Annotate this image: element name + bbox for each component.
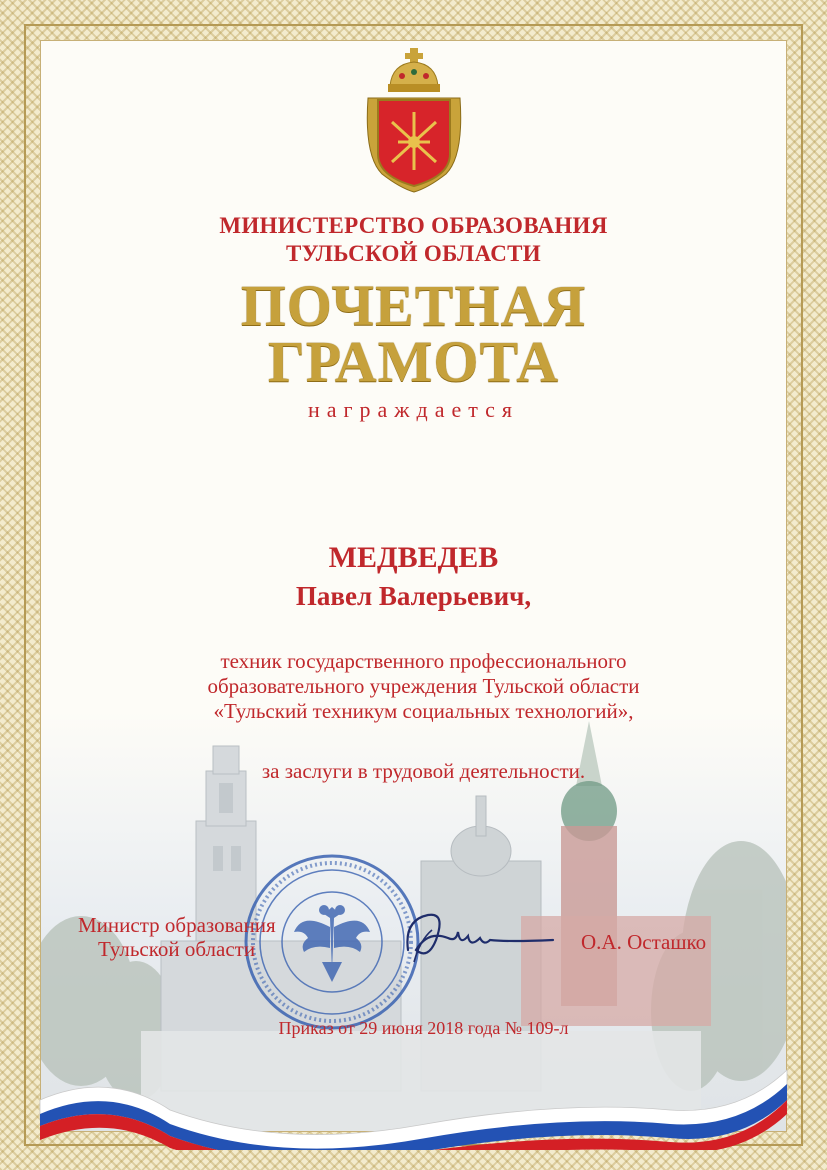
handwritten-signature-icon (398, 900, 558, 975)
ministry-title-line1: МИНИСТЕРСТВО ОБРАЗОВАНИЯ (219, 213, 608, 238)
signatory-title (78, 913, 276, 961)
order-reference: Приказ от 29 июня 2018 года № 109-л (278, 1018, 569, 1038)
signatory-title-line1: Министр образования (78, 913, 276, 937)
position-line: образовательного учреждения Тульской области (207, 674, 640, 698)
award-title-line1: ПОЧЕТНАЯ (240, 273, 587, 338)
signatory-title-line2: Тульской области (98, 937, 256, 961)
ministry-title (0, 212, 827, 268)
recipient-given-name: Павел Валерьевич, (295, 581, 532, 611)
award-title-line2: ГРАМОТА (267, 329, 560, 394)
russian-flag-ribbon-icon (20, 1040, 807, 1150)
awarded-caption: награждается (307, 397, 519, 422)
position-line: «Тульский техникум социальных технологий», (213, 699, 634, 723)
position-line: техник государственного профессионального (220, 649, 627, 673)
ministry-title-line2: ТУЛЬСКОЙ ОБЛАСТИ (286, 241, 541, 266)
recipient-position (10, 649, 827, 724)
merit-text: за заслуги в трудовой деятельности. (261, 759, 586, 783)
signatory-name: О.А. Осташко (581, 930, 707, 954)
recipient-surname: МЕДВЕДЕВ (328, 541, 499, 574)
award-title (0, 273, 827, 394)
tula-coat-of-arms-icon (362, 46, 466, 196)
